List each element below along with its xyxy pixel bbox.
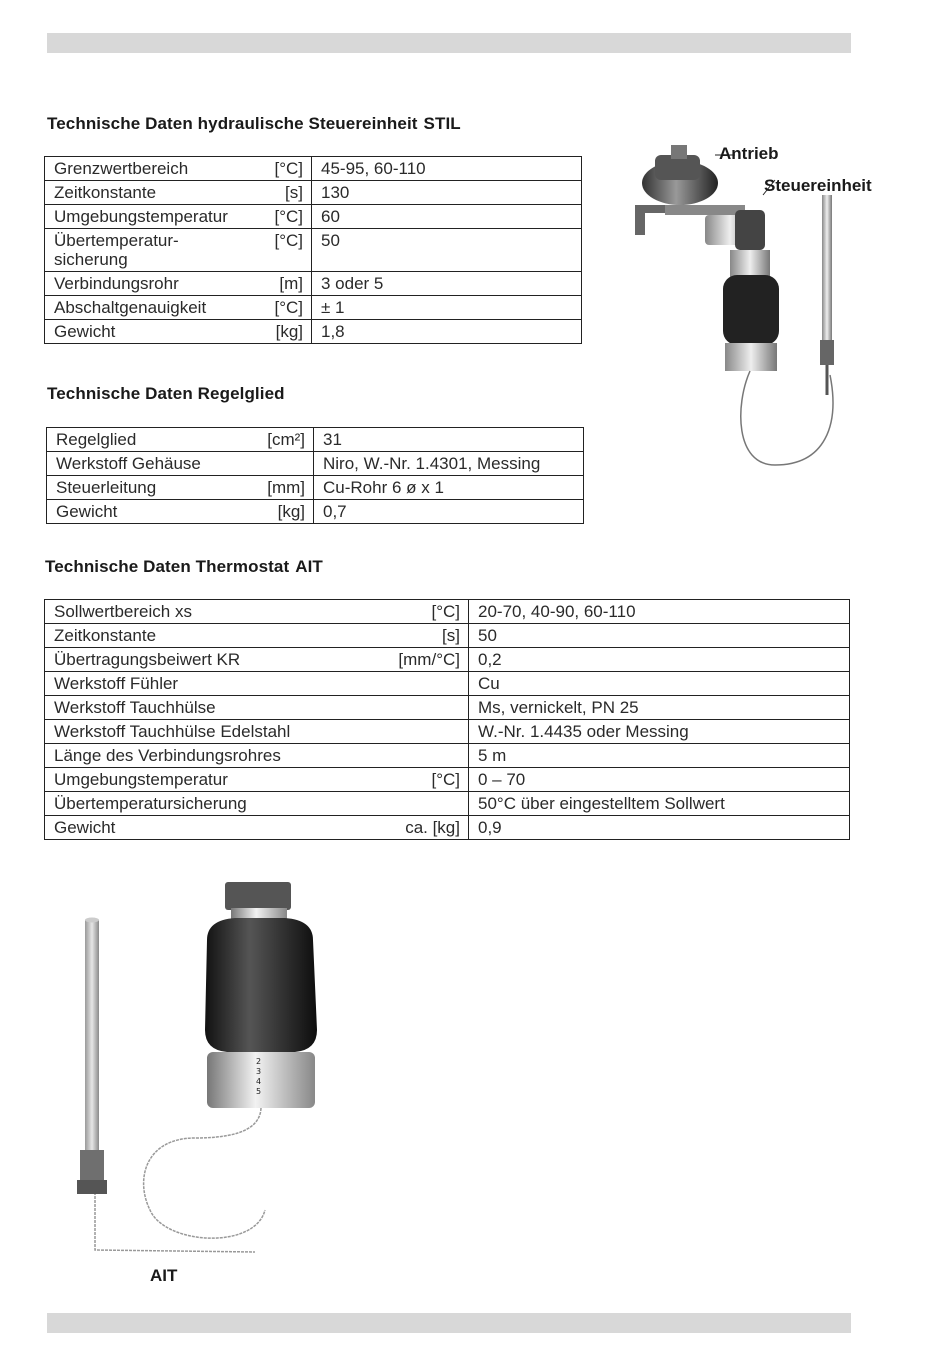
row-label-text: Werkstoff Gehäuse — [56, 454, 201, 473]
regelglied-row — [47, 452, 584, 476]
thermostat-table — [44, 599, 850, 840]
row-unit: ca. [kg] — [345, 816, 469, 840]
row-label-text: Sollwertbereich xs — [54, 602, 192, 621]
row-label — [45, 816, 345, 840]
callout-antrieb: Antrieb — [719, 144, 779, 163]
row-label-text: Werkstoff Tauchhülse Edelstahl — [54, 722, 291, 741]
row-label — [47, 500, 237, 524]
row-value: W.-Nr. 1.4435 oder Messing — [469, 720, 850, 744]
thermostat-row — [45, 816, 850, 840]
stil-row — [45, 272, 582, 296]
row-label-text: Umgebungstemperatur — [54, 770, 228, 789]
row-unit: [s] — [345, 624, 469, 648]
row-label-text: Übertemperatursicherung — [54, 794, 247, 813]
row-label — [45, 744, 345, 768]
row-value: 45-95, 60-110 — [312, 157, 582, 181]
regelglied-row — [47, 428, 584, 452]
thermostat-row — [45, 648, 850, 672]
row-unit: [m] — [245, 272, 312, 296]
dial-mark: 2 — [256, 1057, 262, 1066]
row-label — [45, 272, 245, 296]
row-label — [45, 181, 245, 205]
dial-mark: 4 — [256, 1077, 262, 1086]
row-label — [45, 624, 345, 648]
thermostat-row — [45, 600, 850, 624]
row-unit — [345, 792, 469, 816]
row-unit — [237, 452, 314, 476]
row-label-text: Länge des Verbindungsrohres — [54, 746, 281, 765]
thermostat-row — [45, 672, 850, 696]
row-label-text: Gewicht — [54, 818, 116, 837]
row-unit: [°C] — [245, 205, 312, 229]
thermostat-heading-text: Technische Daten Thermostat — [45, 557, 290, 576]
row-value: 50°C über eingestelltem Sollwert — [469, 792, 850, 816]
stil-heading — [47, 114, 461, 134]
row-unit: [°C] — [345, 768, 469, 792]
stil-row — [45, 296, 582, 320]
row-value: Niro, W.-Nr. 1.4301, Messing — [314, 452, 584, 476]
row-unit: [s] — [245, 181, 312, 205]
row-label — [45, 672, 345, 696]
row-unit: [°C] — [245, 157, 312, 181]
row-label-text-continued: sicherung — [54, 250, 128, 269]
stil-heading-suffix: STIL — [423, 114, 461, 133]
stil-row — [45, 229, 582, 272]
row-label — [45, 229, 245, 272]
row-label-text: Steuerleitung — [56, 478, 157, 497]
dial-mark: 5 — [256, 1087, 262, 1096]
row-unit — [345, 720, 469, 744]
row-label-text: Zeitkonstante — [54, 183, 157, 202]
callout-steuereinheit: Steuereinheit — [764, 176, 872, 195]
stil-heading-text: Technische Daten hydraulische Steuereinheit — [47, 114, 418, 133]
row-label — [45, 157, 245, 181]
row-unit: [°C] — [345, 600, 469, 624]
row-value: 1,8 — [312, 320, 582, 344]
stil-row — [45, 157, 582, 181]
row-value: 60 — [312, 205, 582, 229]
row-label — [47, 452, 237, 476]
row-value: ± 1 — [312, 296, 582, 320]
row-unit: [mm] — [237, 476, 314, 500]
row-value: Ms, vernickelt, PN 25 — [469, 696, 850, 720]
stil-row — [45, 320, 582, 344]
row-value: 0,7 — [314, 500, 584, 524]
row-value: 0 – 70 — [469, 768, 850, 792]
stil-table — [44, 156, 582, 344]
footer-bar — [47, 1313, 851, 1333]
row-unit: [cm²] — [237, 428, 314, 452]
row-value: 3 oder 5 — [312, 272, 582, 296]
row-label-text: Werkstoff Fühler — [54, 674, 179, 693]
dial-mark: 3 — [256, 1067, 262, 1076]
row-value: 50 — [312, 229, 582, 272]
thermostat-row — [45, 624, 850, 648]
thermostat-row — [45, 744, 850, 768]
row-label-text: Gewicht — [56, 502, 118, 521]
row-label — [45, 696, 345, 720]
row-value: 20-70, 40-90, 60-110 — [469, 600, 850, 624]
row-label-text: Grenzwertbereich — [54, 159, 189, 178]
thermostat-row — [45, 768, 850, 792]
row-label — [45, 720, 345, 744]
thermostat-row — [45, 792, 850, 816]
regelglied-row — [47, 500, 584, 524]
row-value: 31 — [314, 428, 584, 452]
row-label-text: Verbindungsrohr — [54, 274, 179, 293]
row-value: 0,2 — [469, 648, 850, 672]
row-label — [47, 428, 237, 452]
row-unit: [kg] — [237, 500, 314, 524]
row-unit — [345, 696, 469, 720]
regelglied-heading — [47, 384, 285, 404]
row-value: Cu — [469, 672, 850, 696]
thermostat-heading — [45, 557, 323, 577]
row-value: 0,9 — [469, 816, 850, 840]
callout-ait: AIT — [150, 1266, 178, 1285]
row-label — [45, 768, 345, 792]
row-unit — [345, 744, 469, 768]
regelglied-table — [46, 427, 584, 524]
stil-row — [45, 205, 582, 229]
row-label — [45, 320, 245, 344]
row-unit: [kg] — [245, 320, 312, 344]
row-unit: [mm/°C] — [345, 648, 469, 672]
row-label — [47, 476, 237, 500]
header-bar — [47, 33, 851, 53]
row-label-text: Abschaltgenauigkeit — [54, 298, 207, 317]
row-label-text: Regelglied — [56, 430, 137, 449]
row-value: 130 — [312, 181, 582, 205]
row-value: 5 m — [469, 744, 850, 768]
regelglied-heading-text: Technische Daten Regelglied — [47, 384, 285, 403]
row-label — [45, 205, 245, 229]
row-label-text: Zeitkonstante — [54, 626, 157, 645]
row-label-text: Übertragungsbeiwert KR — [54, 650, 241, 669]
ait-product-illustration — [55, 880, 355, 1260]
row-unit — [345, 672, 469, 696]
row-label — [45, 792, 345, 816]
row-label — [45, 648, 345, 672]
row-unit: [°C] — [245, 296, 312, 320]
stil-row — [45, 181, 582, 205]
row-label-text: Umgebungstemperatur — [54, 207, 228, 226]
row-label — [45, 600, 345, 624]
row-unit: [°C] — [245, 229, 312, 272]
row-value: 50 — [469, 624, 850, 648]
row-label — [45, 296, 245, 320]
row-label-text: Gewicht — [54, 322, 116, 341]
regelglied-row — [47, 476, 584, 500]
thermostat-row — [45, 696, 850, 720]
row-value: Cu-Rohr 6 ø x 1 — [314, 476, 584, 500]
thermostat-heading-suffix: AIT — [295, 557, 323, 576]
row-label-text: Übertemperatur- — [54, 231, 179, 250]
thermostat-row — [45, 720, 850, 744]
row-label-text: Werkstoff Tauchhülse — [54, 698, 216, 717]
